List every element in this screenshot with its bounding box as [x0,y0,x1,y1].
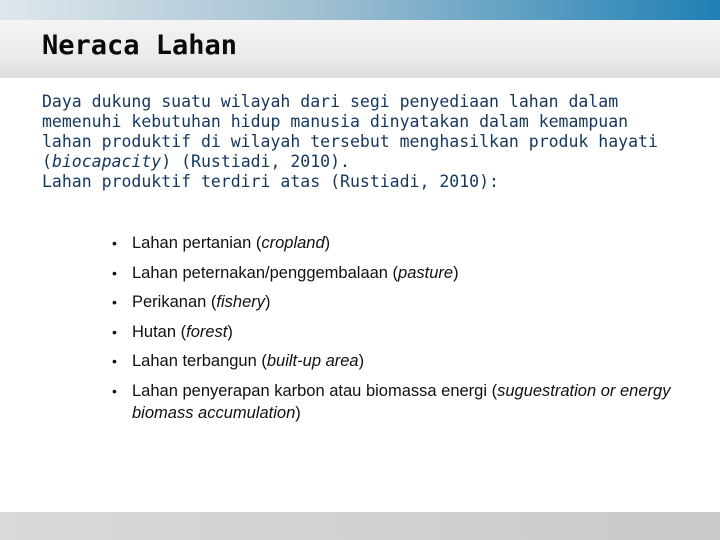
bullet-icon: • [112,294,117,310]
paragraph-text-end: ) (Rustiadi, 2010). [161,152,350,171]
bottom-decorative-band [0,512,720,540]
list-item-emphasis: cropland [261,234,325,252]
list-item-text-end: ) [227,322,233,341]
bullet-icon: • [112,353,117,369]
bullet-icon: • [112,382,117,399]
list-item-text: Hutan ( [132,322,187,341]
page-title: Neraca Lahan [42,30,238,61]
list-item-emphasis: pasture [398,263,454,282]
list-item [112,350,672,372]
list-item-text: Perikanan ( [132,293,217,311]
list-item-text: Lahan pertanian ( [132,234,262,252]
bullet-icon: • [112,323,117,340]
list-item-emphasis: suguestration or energy biomass accumulation [132,381,671,422]
paragraph-daya-dukung [42,92,682,172]
paragraph-emphasis: biocapacity [51,152,162,171]
bullet-list [112,232,672,431]
paragraph-lahan-produktif: Lahan produktif terdiri atas (Rustiadi, 2010): [42,172,499,191]
list-item [112,321,672,343]
top-decorative-band [0,0,720,20]
list-item [112,232,672,254]
list-item [112,291,672,313]
list-item [112,262,672,284]
bullet-icon: • [112,235,117,251]
bullet-icon: • [112,264,117,281]
list-item-text: Lahan terbangun ( [132,352,267,370]
list-item-text-end: ) [358,352,365,370]
list-item-text-end: ) [295,403,301,422]
list-item-text-end: ) [265,293,271,311]
list-item-emphasis: forest [186,322,228,341]
paragraph-text: Daya dukung suatu wilayah dari segi penyediaan lahan dalam memenuhi kebutuhan hidup manusia dinyatakan dalam kemampuan lahan produktif di wilayah tersebut menghasilkan produk hayati ( [42,92,658,171]
list-item-text-end: ) [453,263,459,282]
list-item-emphasis: built-up area [266,352,359,370]
list-item-text: Lahan peternakan/penggembalaan ( [132,263,399,282]
list-item-emphasis: fishery [216,293,265,311]
slide-body [42,92,682,192]
list-item-text-end: ) [324,234,331,252]
list-item-text: Lahan penyerapan karbon atau biomassa energi ( [132,381,498,400]
list-item [112,380,672,424]
